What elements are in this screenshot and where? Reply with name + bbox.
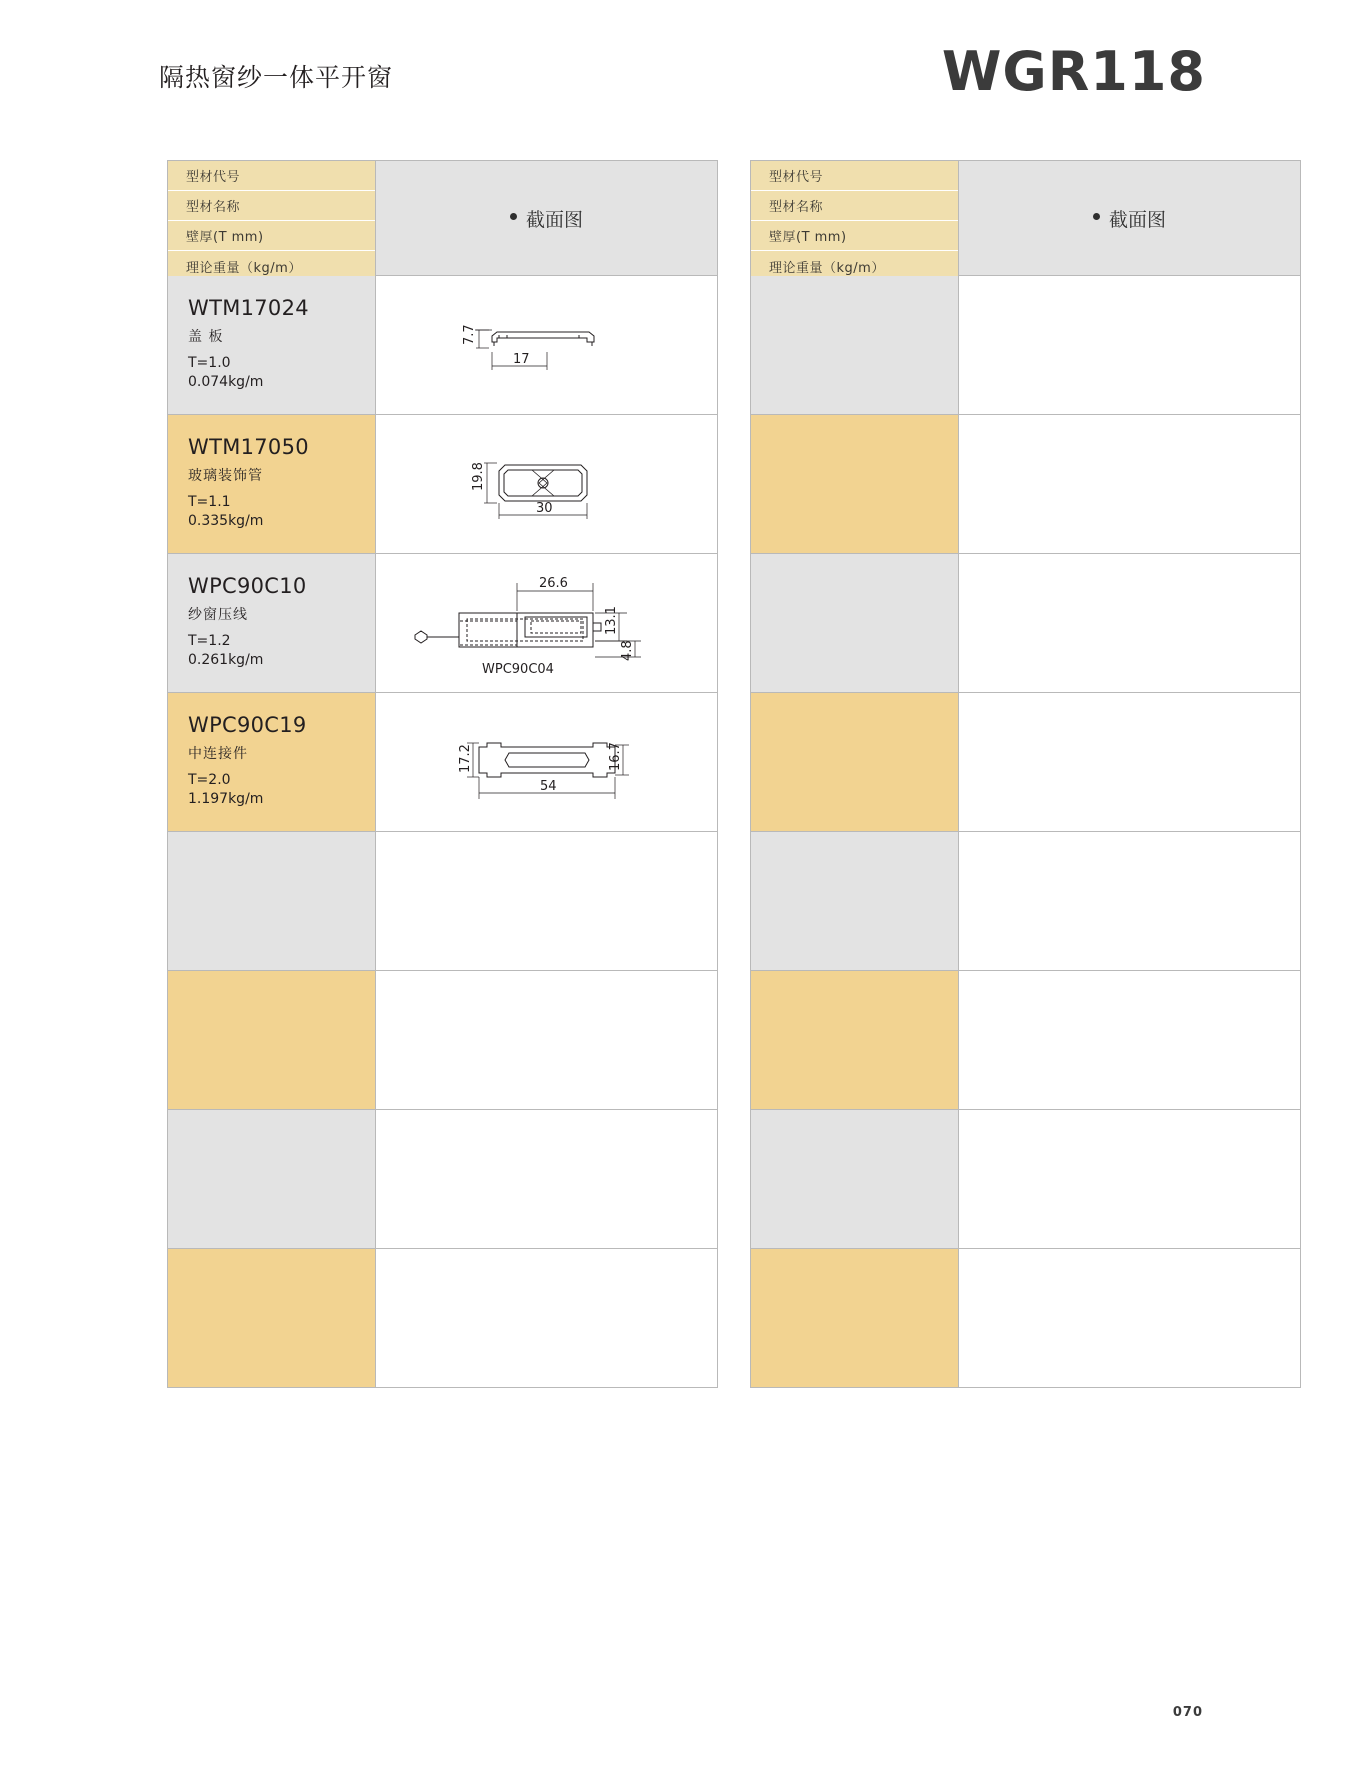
row-info-cell [168, 693, 376, 831]
profile-code: WPC90C10 [188, 574, 307, 598]
table-row [751, 692, 1300, 831]
dim-width: 26.6 [538, 575, 568, 591]
table-row [168, 275, 717, 414]
header-section-title [959, 161, 1300, 275]
glass-decorative-tube-drawing [376, 415, 717, 553]
table-row [751, 414, 1300, 553]
profile-weight: 0.074kg/m [188, 374, 264, 390]
row-drawing-cell [959, 832, 1300, 970]
profile-spec [188, 354, 263, 392]
row-drawing-cell [376, 832, 717, 970]
row-info-cell [751, 971, 959, 1109]
dim-height2: 4.8 [619, 639, 635, 661]
table-row [751, 970, 1300, 1109]
table-header-right [751, 161, 1300, 275]
row-drawing-cell [959, 276, 1300, 414]
row-drawing-cell [959, 554, 1300, 692]
profile-thickness: T=1.0 [188, 355, 231, 371]
profile-weight: 1.197kg/m [188, 791, 264, 807]
row-info-cell [751, 832, 959, 970]
header-label-name: 型材名称 [751, 191, 958, 221]
row-drawing-cell [376, 693, 717, 831]
sub-profile-code: WPC90C04 [481, 661, 554, 677]
table-row [168, 1109, 717, 1248]
section-title-text: 截面图 [525, 208, 583, 231]
row-info-cell [168, 554, 376, 692]
page-number: 070 [1172, 1705, 1203, 1720]
dim-width: 17 [512, 352, 530, 367]
page-header [0, 0, 1358, 120]
table-row [751, 1248, 1300, 1387]
profile-name: 中连接件 [188, 746, 248, 762]
header-label-thickness: 壁厚(T mm) [168, 221, 375, 251]
dim-height: 7.7 [461, 324, 477, 345]
row-info-cell [751, 1110, 959, 1248]
header-label-column [751, 161, 959, 275]
profile-weight: 0.261kg/m [188, 652, 264, 668]
profile-code: WTM17050 [188, 435, 309, 459]
row-info-cell [168, 832, 376, 970]
profile-code: WTM17024 [188, 296, 309, 320]
table-row [168, 692, 717, 831]
profile-name: 盖 板 [188, 329, 224, 345]
table-row [168, 831, 717, 970]
section-title-text: 截面图 [1108, 208, 1166, 231]
row-drawing-cell [959, 1249, 1300, 1387]
row-info-cell [168, 415, 376, 553]
row-drawing-cell [376, 1110, 717, 1248]
row-info-cell [168, 1249, 376, 1387]
dim-width: 30 [535, 501, 553, 516]
profile-thickness: T=1.1 [188, 494, 231, 510]
header-label-column [168, 161, 376, 275]
table-row [168, 414, 717, 553]
dim-right: 16.7 [607, 742, 623, 771]
table-row [168, 970, 717, 1109]
dim-height: 19.8 [470, 462, 486, 491]
row-drawing-cell [376, 415, 717, 553]
table-header-left [168, 161, 717, 275]
header-label-code: 型材代号 [751, 161, 958, 191]
profile-table-right [750, 160, 1301, 1388]
dim-left: 17.2 [457, 744, 473, 773]
header-section-title [376, 161, 717, 275]
row-info-cell [751, 554, 959, 692]
row-info-cell [751, 1249, 959, 1387]
row-drawing-cell [376, 1249, 717, 1387]
header-label-name: 型材名称 [168, 191, 375, 221]
dim-width: 54 [539, 779, 557, 794]
row-info-cell [751, 415, 959, 553]
page-title: 隔热窗纱一体平开窗 [159, 63, 394, 92]
header-label-weight: 理论重量（kg/m） [168, 251, 375, 281]
row-drawing-cell [959, 693, 1300, 831]
table-row [168, 1248, 717, 1387]
bullet-icon [510, 213, 517, 220]
middle-connector-drawing [376, 693, 717, 831]
row-drawing-cell [376, 554, 717, 692]
profile-name: 纱窗压线 [188, 607, 248, 623]
row-drawing-cell [959, 1110, 1300, 1248]
header-label-code: 型材代号 [168, 161, 375, 191]
screen-bead-drawing [376, 554, 717, 692]
table-row [751, 1109, 1300, 1248]
bullet-icon [1093, 213, 1100, 220]
row-info-cell [168, 971, 376, 1109]
row-drawing-cell [376, 971, 717, 1109]
profile-thickness: T=1.2 [188, 633, 231, 649]
profile-table-left [167, 160, 718, 1388]
profile-code: WPC90C19 [188, 713, 307, 737]
dim-height: 13.1 [603, 605, 619, 635]
row-info-cell [168, 276, 376, 414]
row-info-cell [751, 693, 959, 831]
table-row [751, 275, 1300, 414]
header-label-weight: 理论重量（kg/m） [751, 251, 958, 281]
table-row [168, 553, 717, 692]
profile-spec [188, 493, 263, 531]
row-drawing-cell [376, 276, 717, 414]
series-code: WGR118 [941, 40, 1206, 103]
profile-thickness: T=2.0 [188, 772, 231, 788]
profile-spec [188, 632, 263, 670]
table-row [751, 831, 1300, 970]
row-drawing-cell [959, 971, 1300, 1109]
profile-spec [188, 771, 263, 809]
table-row [751, 553, 1300, 692]
row-drawing-cell [959, 415, 1300, 553]
row-info-cell [168, 1110, 376, 1248]
profile-name: 玻璃装饰管 [188, 468, 263, 484]
cover-plate-profile-drawing [376, 276, 717, 414]
profile-weight: 0.335kg/m [188, 513, 264, 529]
row-info-cell [751, 276, 959, 414]
header-label-thickness: 壁厚(T mm) [751, 221, 958, 251]
